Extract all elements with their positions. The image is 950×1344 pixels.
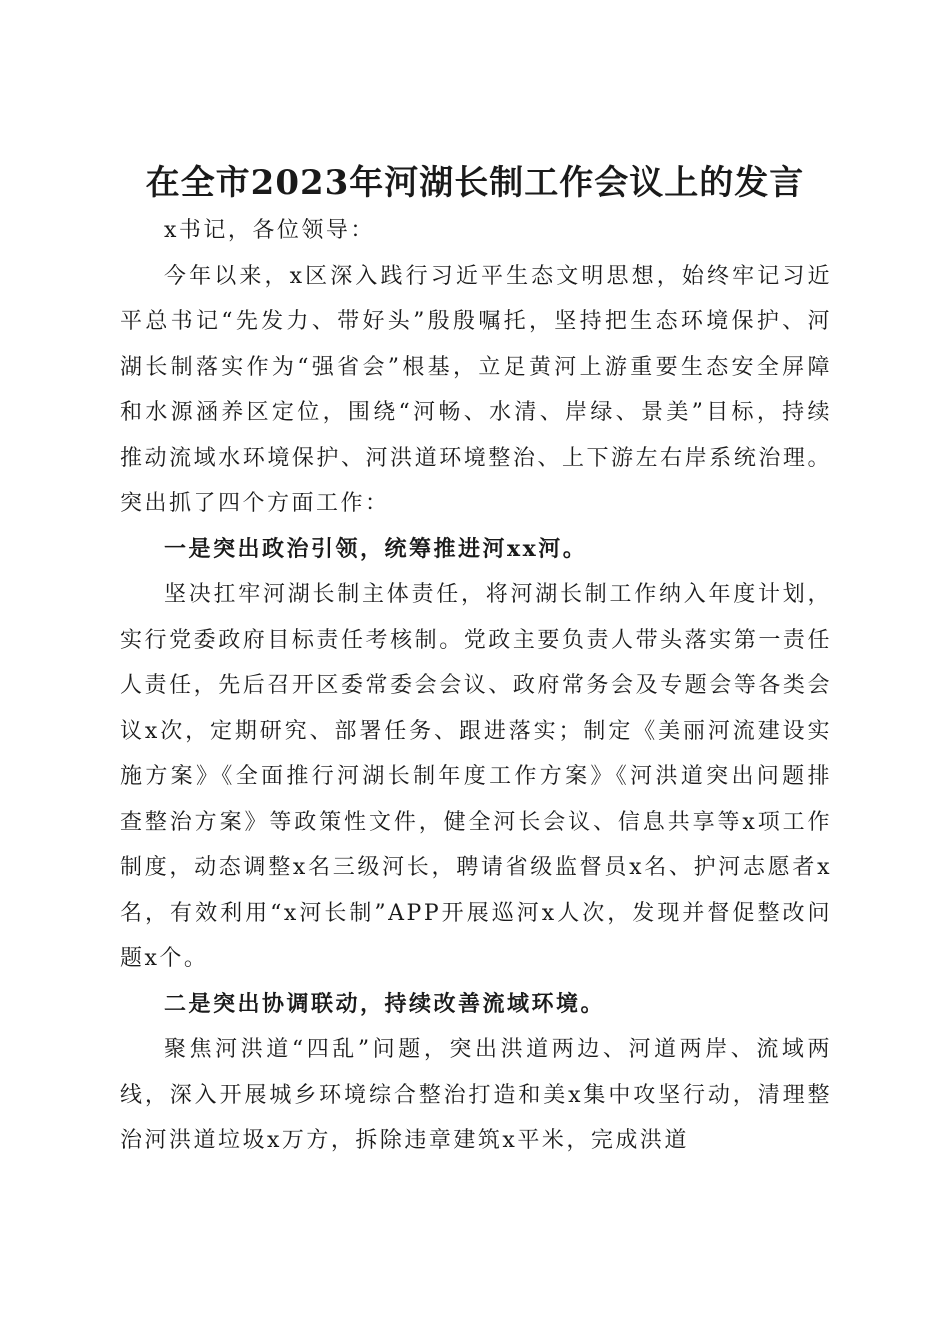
salutation: x书记，各位领导： — [164, 218, 375, 243]
section-heading-2: 二是突出协调联动，持续改善流域环境。 — [164, 990, 606, 1017]
document-body — [120, 208, 832, 1164]
section-heading-1: 一是突出政治引领，统筹推进河xx河。 — [164, 535, 588, 562]
section-paragraph-2: 聚焦河洪道“四乱”问题，突出洪道两边、河道两岸、流域两线，深入开展城乡环境综合整治打造和美x集中攻坚行动，清理整治河洪道垃圾x万方，拆除违章建筑x平米，完成洪道 — [120, 1037, 832, 1153]
document-title: 在全市2023年河湖长制工作会议上的发言 — [145, 162, 805, 203]
intro-paragraph: 今年以来，x区深入践行习近平生态文明思想，始终牢记习近平总书记“先发力、带好头”殷殷嘱托，坚持把生态环境保护、河湖长制落实作为“强省会”根基，立足黄河上游重要生态安全屏障和水源涵养区定位，围绕“河畅、水清、岸绿、景美”目标，持续推动流域水环境保护、河洪道环境整治、上下游左右岸系统治理。突出抓了四个方面工作： — [120, 263, 832, 516]
section-paragraph-1: 坚决扛牢河湖长制主体责任，将河湖长制工作纳入年度计划，实行党委政府目标责任考核制。党政主要负责人带头落实第一责任人责任，先后召开区委常委会会议、政府常务会及专题会等各类会议x次，定期研究、部署任务、跟进落实；制定《美丽河流建设实施方案》《全面推行河湖长制年度工作方案》《河洪道突出问题排查整治方案》等政策性文件，健全河长会议、信息共享等x项工作制度，动态调整x名三级河长，聘请省级监督员x名、护河志愿者x名，有效利用“x河长制”APP开展巡河x人次，发现并督促整改问题x个。 — [120, 582, 832, 971]
